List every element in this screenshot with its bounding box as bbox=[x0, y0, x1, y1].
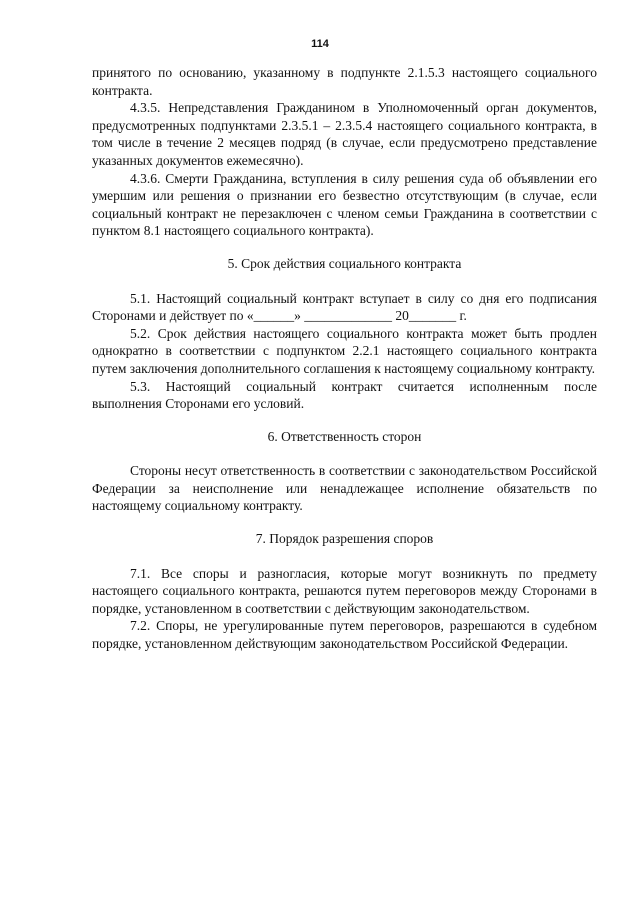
paragraph-4-3-5: 4.3.5. Непредставления Гражданином в Уполномоченный орган документов, предусмотренных подпунктами 2.3.5.1 – 2.3.5.4 настоящего социального контракта, в том числе в течение 2 месяцев подряд (в случае, если предусмотрено представление указанных документов ежемесячно). bbox=[92, 100, 597, 168]
page-number: 114 bbox=[311, 38, 329, 50]
paragraph-6: Стороны несут ответственность в соответствии с законодательством Российской Федерации за неисполнение или ненадлежащее исполнение обязательств по настоящему социальному контракту. bbox=[92, 463, 597, 514]
paragraph-continuation: принятого по основанию, указанному в подпункте 2.1.5.3 настоящего социального контракта. bbox=[92, 65, 597, 98]
section-5-heading: 5. Срок действия социального контракта bbox=[227, 255, 462, 271]
paragraph-5-1: 5.1. Настоящий социальный контракт вступает в силу со дня его подписания Сторонами и действует по «______» _____________ 20_______ г. bbox=[92, 290, 597, 324]
document-body bbox=[92, 64, 597, 653]
paragraph-5-2: 5.2. Срок действия настоящего социального контракта может быть продлен однократно в соответствии с подпунктом 2.2.1 настоящего социального контракта путем заключения дополнительного соглашения к настоящему социальному контракту. bbox=[92, 325, 597, 376]
section-7-heading: 7. Порядок разрешения споров bbox=[255, 531, 434, 547]
paragraph-5-3: 5.3. Настоящий социальный контракт считается исполненным после выполнения Сторонами его условий. bbox=[92, 378, 597, 412]
paragraph-7-1: 7.1. Все споры и разногласия, которые могут возникнуть по предмету настоящего социального контракта, решаются путем переговоров между Сторонами в порядке, установленном в соответствии с действующим законодательством. bbox=[92, 565, 597, 616]
paragraph-4-3-6: 4.3.6. Смерти Гражданина, вступления в силу решения суда об объявлении его умершим или решения о признании его безвестно отсутствующим (в случае, если социальный контракт не перезаключен с членом семьи Гражданина в соответствии с пунктом 8.1 настоящего социального контракта). bbox=[92, 170, 597, 239]
paragraph-7-2: 7.2. Споры, не урегулированные путем переговоров, разрешаются в судебном порядке, установленном действующим законодательством Российской Федерации. bbox=[92, 618, 597, 652]
section-6-heading: 6. Ответственность сторон bbox=[267, 428, 422, 444]
